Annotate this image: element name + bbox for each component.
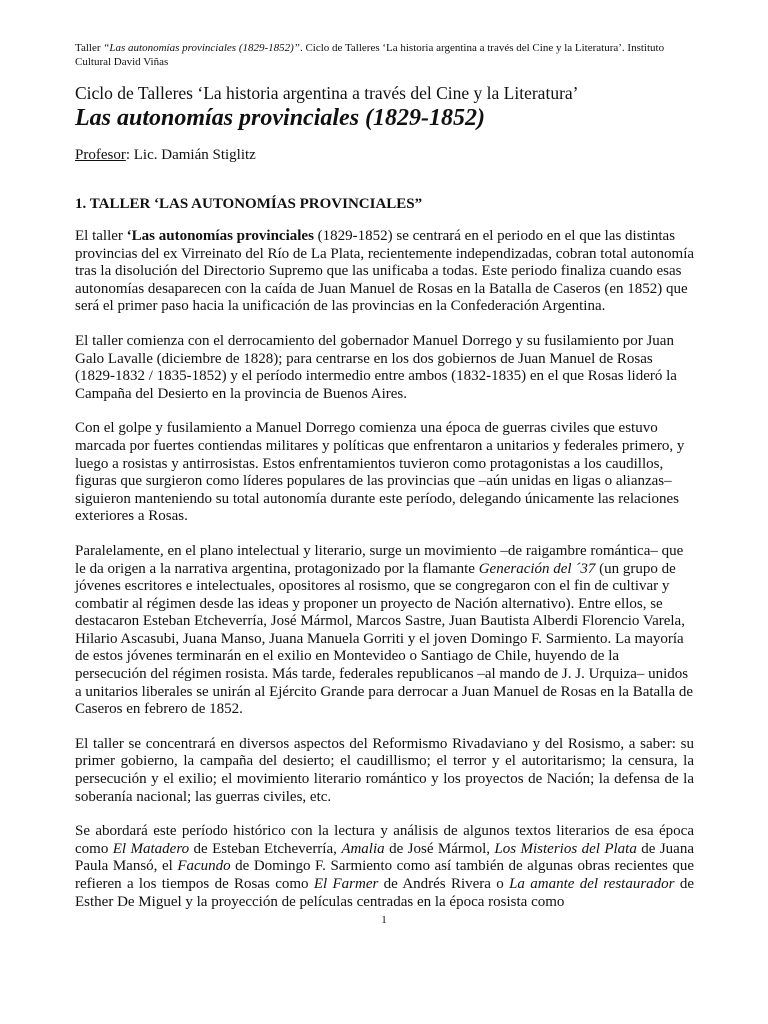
p1-text-c: (1829-1852) se centrará en el periodo en el que las distintas provincias del ex Virreinato del Río de La Plata, recientemente independizadas, cobran total autonomía tras la disolución del Directorio Supremo que las unificaba a todas. Este periodo finaliza cuando esas autonomías desaparecen con la caída de Juan Manuel de Rosas en la Batalla de Caseros (en 1852) que será el primer paso hacia la unificación de las provincias en la Confederación Argentina. [75, 228, 695, 315]
p6-italic-1: El Matadero [112, 840, 190, 857]
paragraph-1 [75, 228, 694, 316]
p6-italic-5: El Farmer [313, 876, 379, 892]
series-line [75, 83, 694, 104]
p4-italic: Generación del ´37 [478, 560, 596, 577]
p4-text-a: Paralelamente, en el plano intelectual y literario, surge un movimiento –de raigambre romántica– que le da origen a la narrativa argentina, protagonizado por la flamante [75, 542, 684, 577]
series-prefix: Ciclo de Talleres [75, 83, 198, 103]
p6-text-2: de Esteban Etcheverría, [189, 840, 342, 857]
p4-text-c: (un grupo de jóvenes escritores e intelectuales, opositores al rosismo, que se congregaron con el fin de cultivar y combatir al régimen desde las ideas y proponer un proyecto de Nación alternativo). Entre ellos, se destacaron Esteban Etcheverría, José Mármol, Marcos Sastre, Juan Bautista Alberdi Florencio Varela, Hilario Ascasubi, Juana Manso, Juana Manuela Gorriti y el joven Domingo F. Sarmiento. La mayoría de estos jóvenes terminarán en el exilio en Montevideo o Santiago de Chile, huyendo de la persecución del régimen rosista. Más tarde, federales republicanos –al mando de J. J. Urquiza– unidos a unitarios liberales se unirán al Ejército Grande para derrocar a Juan Manuel de Rosas en la Batalla de Caseros en febrero de 1852. [75, 560, 694, 718]
p6-text-1: Se abordará este período histórico con la lectura y análisis de algunos textos literarios de esa época como [75, 823, 694, 857]
p6-text-5: de Domingo F. Sarmiento como así también de algunas obras recientes que refieren a los tiempos de Rosas como [75, 858, 695, 892]
document-title: Las autonomías provinciales (1829-1852) [75, 105, 486, 131]
p6-italic-6: La amante del restaurador [509, 876, 675, 892]
paragraph-5: El taller se concentrará en diversos aspectos del Reformismo Rivadaviano y del Rosismo, a saber: su primer gobierno, la campaña del desierto; el caudillismo; el terror y el autoritarismo; la censura, la persecución y el exilio; el movimiento literario romántico y los proyectos de Nación; la defensa de la soberanía nacional; las guerras civiles, etc. [75, 735, 694, 805]
paragraph-3: Con el golpe y fusilamiento a Manuel Dorrego comienza una época de guerras civiles que estuvo marcada por fuertes contiendas militares y políticas que enfrentaron a unitarios y federales primero, y luego a rosistas y antirrosistas. Estos enfrentamientos tuvieron como protagonistas a los caudillos, figuras que surgieron como líderes populares de las provincias que –aún unidas en ligas o alianzas– siguieron manteniendo su total autonomía durante este período, delegando únicamente las relaciones exteriores a Rosas. [75, 420, 685, 525]
p6-text-6: de Andrés Rivera o [378, 876, 510, 892]
p6-text-7: de Esther De Miguel y la proyección de películas centradas en la época rosista como [75, 876, 694, 910]
p1-bold-title: ‘Las autonomías provinciales [126, 228, 314, 244]
section-heading: 1. TALLER ‘LAS AUTONOMÍAS PROVINCIALES” [75, 196, 423, 212]
professor-label: Profesor [75, 147, 126, 163]
paragraph-2: El taller comienza con el derrocamiento del gobernador Manuel Dorrego y su fusilamiento por Juan Galo Lavalle (diciembre de 1828); para centrarse en los dos gobiernos de Juan Manuel de Rosas (1829-1832 / 1835-1852) y el período intermedio entre ambos (1832-1835) en el que Rosas lideró la Campaña del Desierto en la provincia de Buenos Aires. [75, 332, 677, 402]
paragraph-4 [75, 543, 694, 719]
running-header-lead: Taller [75, 42, 104, 54]
p6-text-3: de José Mármol, [384, 840, 495, 857]
running-header [75, 42, 694, 69]
professor-line [75, 146, 694, 165]
page-number: 1 [381, 914, 387, 926]
running-header-rest: . Ciclo de Talleres ‘La historia argentina a través del Cine y la Literatura’. Instituto Cultural David Viñas [75, 42, 665, 68]
p6-italic-3: Los Misterios del Plata [494, 840, 637, 857]
professor-separator: : [125, 147, 134, 163]
running-header-title: “Las autonomías provinciales (1829-1852)” [103, 42, 300, 54]
p6-italic-2: Amalia [341, 840, 385, 857]
professor-name: Lic. Damián Stiglitz [133, 147, 256, 163]
p6-text-4: de Juana Paula Mansó, el [75, 840, 694, 875]
series-name: ‘La historia argentina a través del Cine y la Literatura’ [197, 83, 579, 103]
p6-italic-4: Facundo [177, 858, 231, 875]
p1-text-a: El taller [75, 228, 127, 244]
paragraph-6 [75, 823, 694, 911]
